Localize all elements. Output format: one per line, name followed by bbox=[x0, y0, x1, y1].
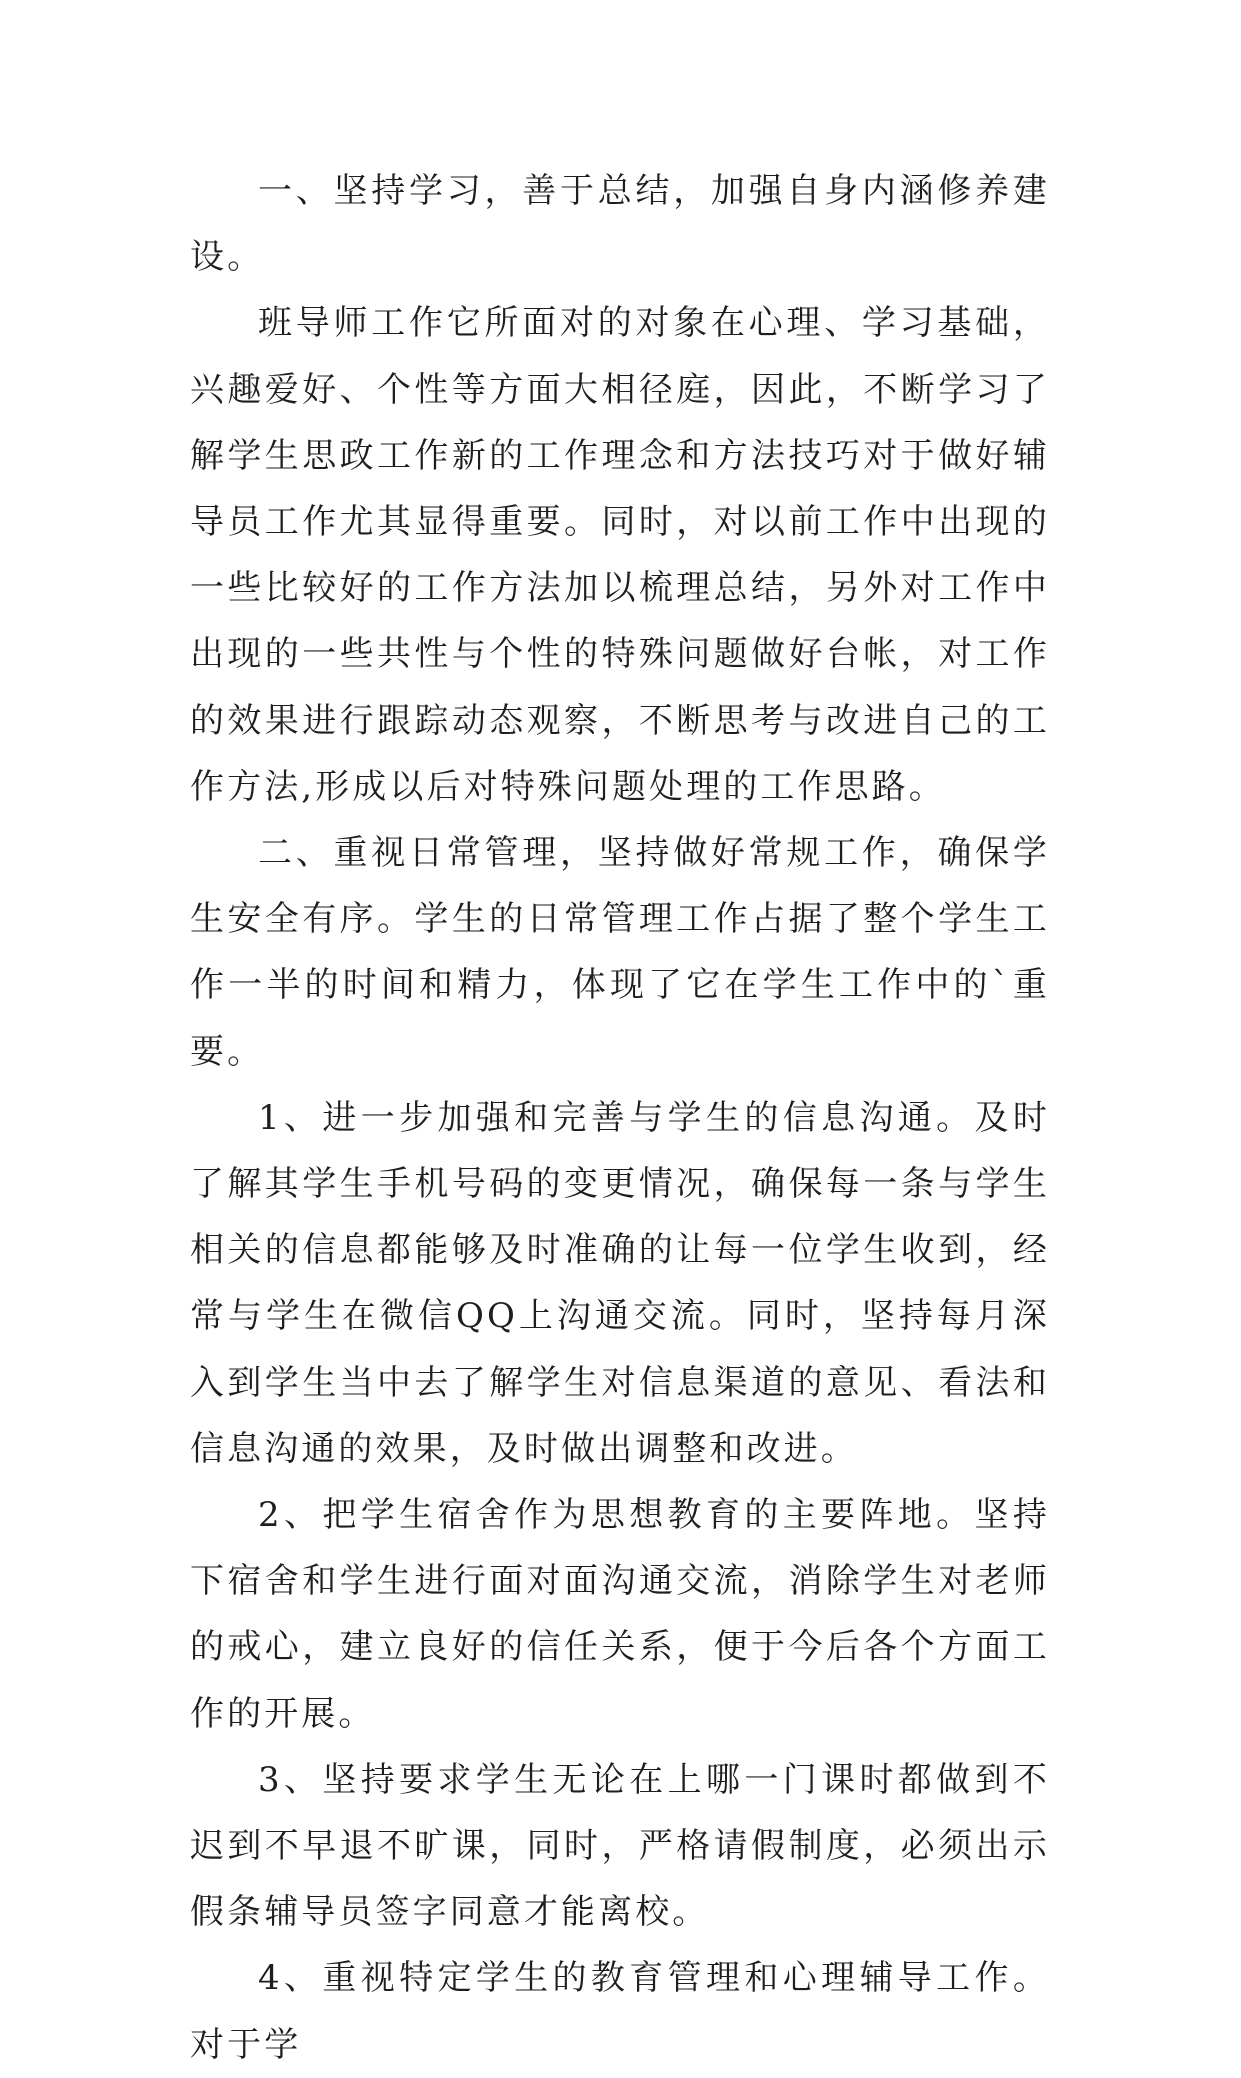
list-item-2-dormitory: 2、把学生宿舍作为思想教育的主要阵地。坚持下宿舍和学生进行面对面沟通交流，消除学生对老师的戒心，建立良好的信任关系，便于今后各个方面工作的开展。 bbox=[190, 1495, 1050, 1734]
list-item-1-communication: 1、进一步加强和完善与学生的信息沟通。及时了解其学生手机号码的变更情况，确保每一条与学生相关的信息都能够及时准确的让每一位学生收到，经常与学生在微信QQ上沟通交流。同时，坚持每月深入到学生当中去了解学生对信息渠道的意见、看法和信息沟通的效果，及时做出调整和改进。 bbox=[190, 1097, 1050, 1469]
list-item-3-attendance: 3、坚持要求学生无论在上哪一门课时都做到不迟到不早退不旷课，同时，严格请假制度，必须出示假条辅导员签字同意才能离校。 bbox=[190, 1759, 1050, 1933]
section-heading-2: 二、重视日常管理，坚持做好常规工作，确保学生安全有序。学生的日常管理工作占据了整个学生工作一半的时间和精力，体现了它在学生工作中的`重要。 bbox=[190, 833, 1050, 1072]
paragraph-study-summary: 班导师工作它所面对的对象在心理、学习基础，兴趣爱好、个性等方面大相径庭，因此，不断学习了解学生思政工作新的工作理念和方法技巧对于做好辅导员工作尤其显得重要。同时，对以前工作中出现的一些比较好的工作方法加以梳理总结，另外对工作中出现的一些共性与个性的特殊问题做好台帐，对工作的效果进行跟踪动态观察，不断思考与改进自己的工作方法,形成以后对特殊问题处理的工作思路。 bbox=[190, 303, 1050, 807]
document-body bbox=[190, 158, 1050, 2078]
section-heading-1: 一、坚持学习，善于总结，加强自身内涵修养建设。 bbox=[190, 171, 1050, 278]
list-item-4-special-students: 4、重视特定学生的教育管理和心理辅导工作。对于学 bbox=[190, 1958, 1050, 2065]
